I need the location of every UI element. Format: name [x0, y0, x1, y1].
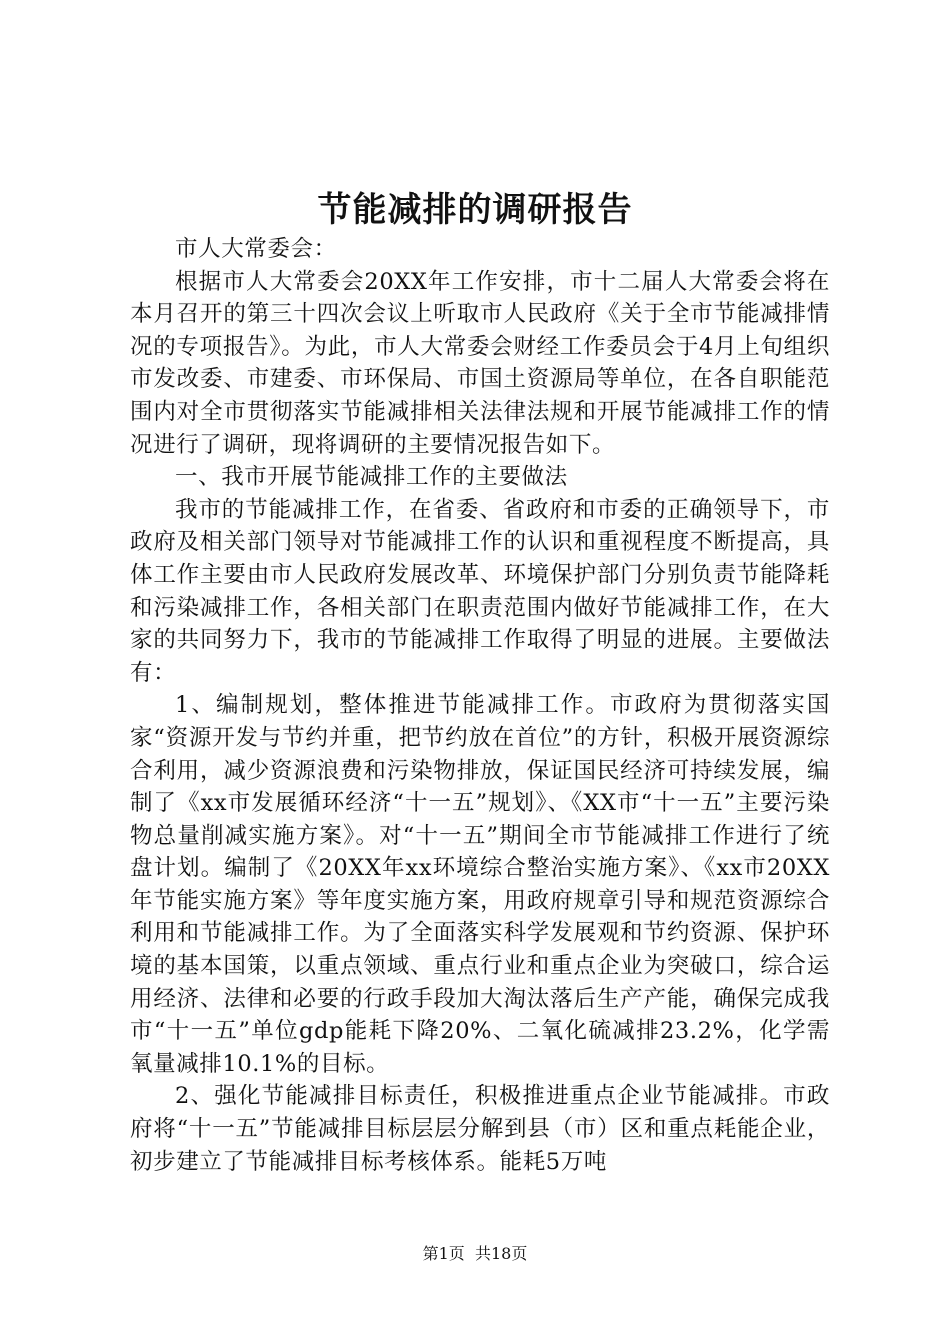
item-1-paragraph: 1、编制规划，整体推进节能减排工作。市政府为贯彻落实国家“资源开发与节约并重，把节约放在首位”的方针，积极开展资源综合利用，减少资源浪费和污染物排放，保证国民经济可持续发展，编制了《xx市发展循环经济“十一五”规划》、《XX市“十一五”主要污染物总量削减实施方案》。对“十一五”期间全市节能减排工作进行了统盘计划。编制了《20XX年xx环境综合整治实施方案》、《xx市20XX年节能实施方案》等年度实施方案，用政府规章引导和规范资源综合利用和节能减排工作。为了全面落实科学发展观和节约资源、保护环境的基本国策，以重点领域、重点行业和重点企业为突破口，综合运用经济、法律和必要的行政手段加大淘汰落后生产产能，确保完成我市“十一五”单位gdp能耗下降20%、二氧化硫减排23.2%，化学需氧量减排10.1%的目标。 [130, 692, 830, 1077]
document-body [130, 233, 830, 1178]
page-number: 第1页 [422, 1244, 465, 1263]
document-title: 节能减排的调研报告 [317, 190, 633, 230]
salutation: 市人大常委会： [175, 236, 337, 262]
section-1-paragraph: 我市的节能减排工作，在省委、省政府和市委的正确领导下，市政府及相关部门领导对节能减排工作的认识和重视程度不断提高，具体工作主要由市人民政府发展改革、环境保护部门分别负责节能降耗和污染减排工作，各相关部门在职责范围内做好节能减排工作，在大家的共同努力下，我市的节能减排工作取得了明显的进展。主要做法有： [130, 496, 830, 686]
section-heading-1: 一、我市开展节能减排工作的主要做法 [175, 464, 568, 491]
page-footer [0, 1243, 950, 1265]
item-2-paragraph: 2、强化节能减排目标责任，积极推进重点企业节能减排。市政府将“十一五”节能减排目标层层分解到县（市）区和重点耗能企业，初步建立了节能减排目标考核体系。能耗5万吨 [130, 1083, 830, 1175]
intro-paragraph: 根据市人大常委会20XX年工作安排，市十二届人大常委会将在本月召开的第三十四次会议上听取市人民政府《关于全市节能减排情况的专项报告》。为此，市人大常委会财经工作委员会于4月上旬组织市发改委、市建委、市环保局、市国土资源局等单位，在各自职能范围内对全市贯彻落实节能减排相关法律法规和开展节能减排工作的情况进行了调研，现将调研的主要情况报告如下。 [130, 268, 830, 458]
page-total: 共18页 [474, 1244, 528, 1263]
